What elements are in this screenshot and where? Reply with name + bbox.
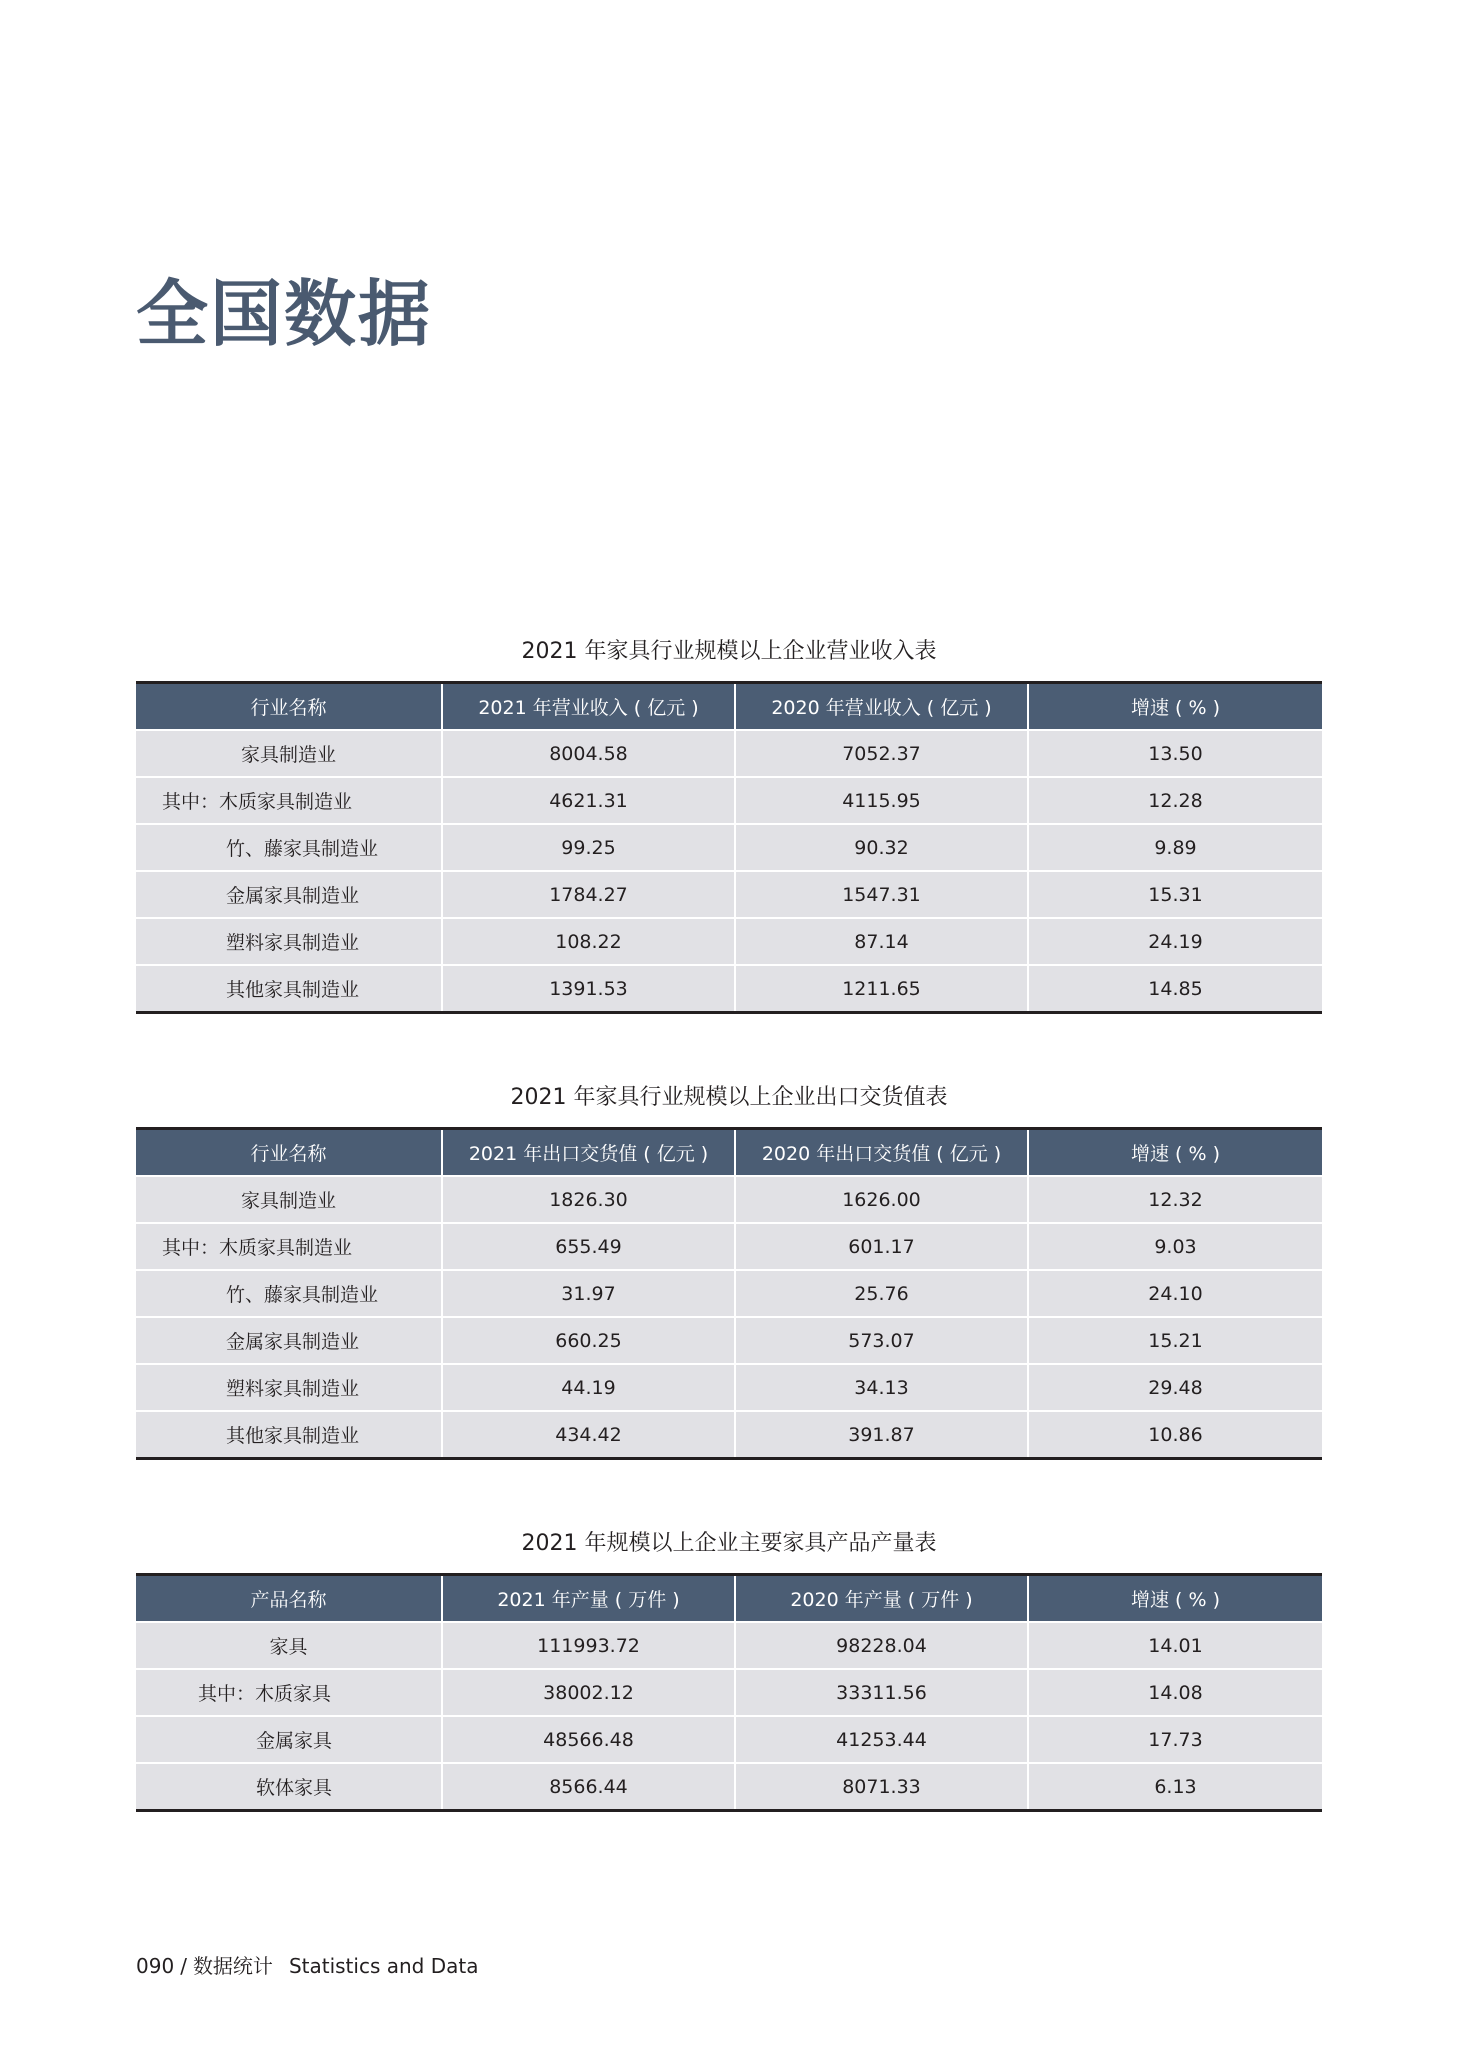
- cell-2020: 41253.44: [735, 1716, 1028, 1763]
- table-row: [136, 1411, 1322, 1459]
- cell-2021: 1826.30: [442, 1176, 735, 1223]
- cell-2020: 33311.56: [735, 1669, 1028, 1716]
- cell-2020: 98228.04: [735, 1622, 1028, 1669]
- table-row: [136, 1622, 1322, 1669]
- cell-2021: 434.42: [442, 1411, 735, 1459]
- table-caption: 2021 年家具行业规模以上企业营业收入表: [521, 639, 937, 664]
- table-row: [136, 1317, 1322, 1364]
- cell-growth: 12.32: [1028, 1176, 1322, 1223]
- export-table: [136, 1127, 1322, 1460]
- row-label: 其中：木质家具制造业: [136, 777, 442, 824]
- cell-2020: 1626.00: [735, 1176, 1028, 1223]
- export-table-block: [136, 1083, 1322, 1460]
- cell-growth: 13.50: [1028, 730, 1322, 777]
- cell-2021: 38002.12: [442, 1669, 735, 1716]
- cell-2020: 573.07: [735, 1317, 1028, 1364]
- row-label: 竹、藤家具制造业: [136, 824, 442, 871]
- table-row: [136, 1716, 1322, 1763]
- row-label: 其他家具制造业: [136, 1411, 442, 1459]
- cell-2021: 1784.27: [442, 871, 735, 918]
- cell-2020: 34.13: [735, 1364, 1028, 1411]
- cell-growth: 15.31: [1028, 871, 1322, 918]
- production-table: [136, 1573, 1322, 1812]
- table-row: [136, 777, 1322, 824]
- row-label: 家具制造业: [136, 730, 442, 777]
- cell-growth: 29.48: [1028, 1364, 1322, 1411]
- cell-2020: 1211.65: [735, 965, 1028, 1013]
- column-header: 产品名称: [136, 1575, 442, 1623]
- table-row: [136, 965, 1322, 1013]
- cell-2021: 8566.44: [442, 1763, 735, 1811]
- column-header: 增速 ( % ): [1028, 683, 1322, 731]
- cell-growth: 14.01: [1028, 1622, 1322, 1669]
- cell-2021: 8004.58: [442, 730, 735, 777]
- cell-2020: 87.14: [735, 918, 1028, 965]
- cell-2020: 391.87: [735, 1411, 1028, 1459]
- section-title-cn: 数据统计: [192, 1954, 273, 1978]
- row-label: 家具: [136, 1622, 442, 1669]
- cell-2021: 48566.48: [442, 1716, 735, 1763]
- cell-2021: 1391.53: [442, 965, 735, 1013]
- column-header: 2021 年产量 ( 万件 ): [442, 1575, 735, 1623]
- cell-2020: 8071.33: [735, 1763, 1028, 1811]
- cell-growth: 6.13: [1028, 1763, 1322, 1811]
- table-row: [136, 1270, 1322, 1317]
- cell-2020: 25.76: [735, 1270, 1028, 1317]
- cell-2020: 4115.95: [735, 777, 1028, 824]
- column-header: 增速 ( % ): [1028, 1129, 1322, 1177]
- cell-growth: 15.21: [1028, 1317, 1322, 1364]
- row-label: 其中：木质家具: [136, 1669, 442, 1716]
- cell-2021: 99.25: [442, 824, 735, 871]
- table-row: [136, 824, 1322, 871]
- table-row: [136, 1364, 1322, 1411]
- row-label: 金属家具制造业: [136, 871, 442, 918]
- table-header-row: [136, 1575, 1322, 1623]
- cell-2021: 655.49: [442, 1223, 735, 1270]
- row-label: 金属家具: [136, 1716, 442, 1763]
- cell-2021: 44.19: [442, 1364, 735, 1411]
- revenue-table-block: [136, 637, 1322, 1014]
- cell-2021: 111993.72: [442, 1622, 735, 1669]
- cell-2021: 660.25: [442, 1317, 735, 1364]
- footer-separator: /: [180, 1954, 187, 1978]
- row-label: 塑料家具制造业: [136, 1364, 442, 1411]
- table-header-row: [136, 1129, 1322, 1177]
- cell-growth: 9.89: [1028, 824, 1322, 871]
- cell-growth: 12.28: [1028, 777, 1322, 824]
- cell-growth: 24.19: [1028, 918, 1322, 965]
- column-header: 行业名称: [136, 1129, 442, 1177]
- cell-2021: 4621.31: [442, 777, 735, 824]
- page-title: 全国数据: [136, 272, 433, 356]
- row-label: 竹、藤家具制造业: [136, 1270, 442, 1317]
- table-row: [136, 918, 1322, 965]
- table-row: [136, 1223, 1322, 1270]
- table-caption: 2021 年规模以上企业主要家具产品产量表: [521, 1531, 937, 1556]
- production-table-block: [136, 1529, 1322, 1812]
- table-caption: 2021 年家具行业规模以上企业出口交货值表: [510, 1085, 948, 1110]
- section-title-en: Statistics and Data: [288, 1954, 479, 1978]
- cell-2020: 7052.37: [735, 730, 1028, 777]
- row-label: 塑料家具制造业: [136, 918, 442, 965]
- column-header: 2020 年营业收入 ( 亿元 ): [735, 683, 1028, 731]
- column-header: 增速 ( % ): [1028, 1575, 1322, 1623]
- row-label: 金属家具制造业: [136, 1317, 442, 1364]
- column-header: 2021 年营业收入 ( 亿元 ): [442, 683, 735, 731]
- column-header: 2020 年出口交货值 ( 亿元 ): [735, 1129, 1028, 1177]
- cell-growth: 10.86: [1028, 1411, 1322, 1459]
- revenue-table: [136, 681, 1322, 1014]
- column-header: 行业名称: [136, 683, 442, 731]
- cell-2021: 108.22: [442, 918, 735, 965]
- cell-growth: 14.08: [1028, 1669, 1322, 1716]
- cell-2020: 90.32: [735, 824, 1028, 871]
- column-header: 2021 年出口交货值 ( 亿元 ): [442, 1129, 735, 1177]
- page-number: 090: [136, 1954, 175, 1978]
- table-row: [136, 1669, 1322, 1716]
- table-row: [136, 1763, 1322, 1811]
- row-label: 其中：木质家具制造业: [136, 1223, 442, 1270]
- cell-2021: 31.97: [442, 1270, 735, 1317]
- page-footer: [136, 1950, 478, 1979]
- cell-growth: 9.03: [1028, 1223, 1322, 1270]
- cell-growth: 14.85: [1028, 965, 1322, 1013]
- table-row: [136, 730, 1322, 777]
- cell-2020: 1547.31: [735, 871, 1028, 918]
- table-header-row: [136, 683, 1322, 731]
- row-label: 软体家具: [136, 1763, 442, 1811]
- table-row: [136, 1176, 1322, 1223]
- cell-2020: 601.17: [735, 1223, 1028, 1270]
- column-header: 2020 年产量 ( 万件 ): [735, 1575, 1028, 1623]
- cell-growth: 17.73: [1028, 1716, 1322, 1763]
- cell-growth: 24.10: [1028, 1270, 1322, 1317]
- row-label: 其他家具制造业: [136, 965, 442, 1013]
- row-label: 家具制造业: [136, 1176, 442, 1223]
- table-row: [136, 871, 1322, 918]
